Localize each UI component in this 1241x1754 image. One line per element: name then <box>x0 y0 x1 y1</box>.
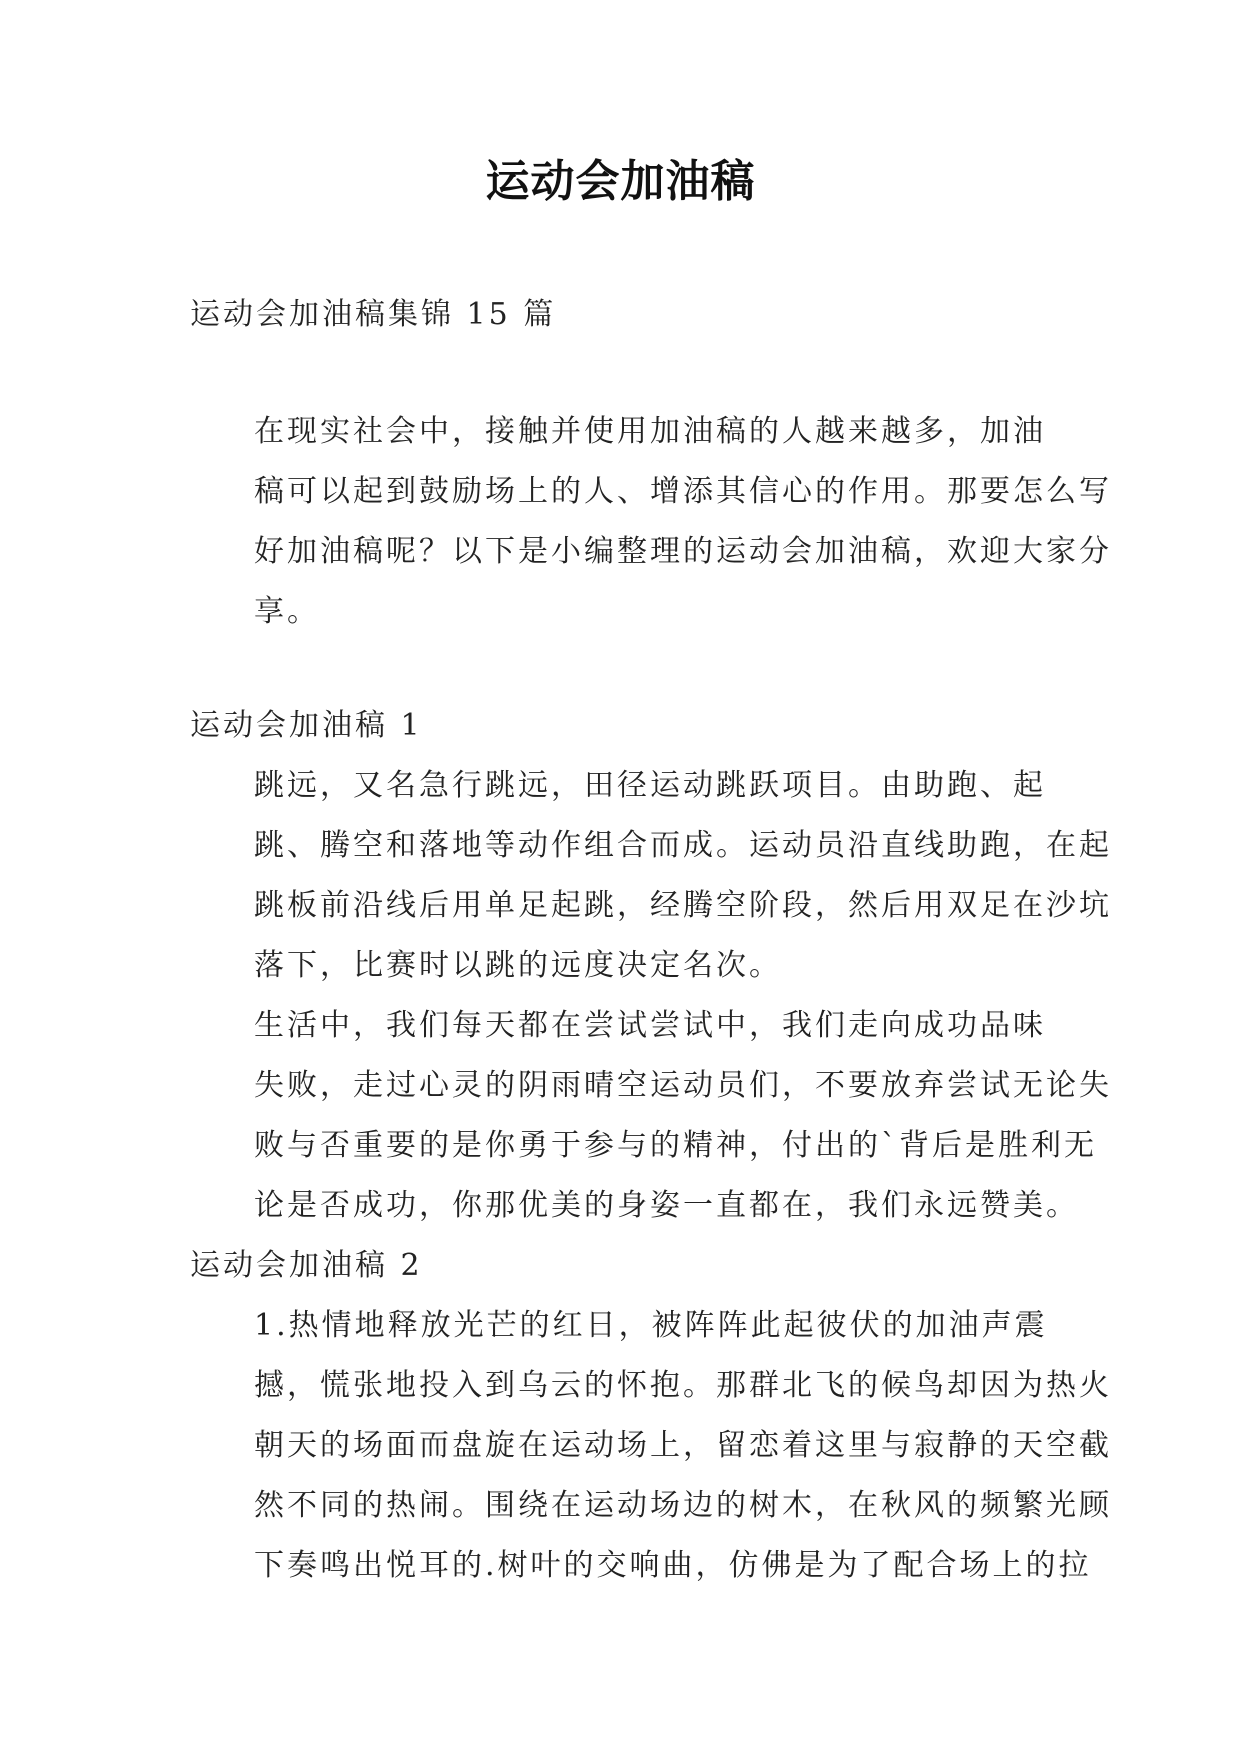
paragraph-line: 跳远，又名急行跳远，田径运动跳跃项目。由助跑、起 <box>254 768 1046 803</box>
document-title: 运动会加油稿 <box>485 156 756 207</box>
paragraph-line: 失败，走过心灵的阴雨晴空运动员们，不要放弃尝试无论失 <box>254 1068 1112 1103</box>
section1-paragraph-2 <box>190 996 1112 1236</box>
section2-paragraph-1 <box>190 1296 1112 1596</box>
paragraph-line: 落下，比赛时以跳的远度决定名次。 <box>254 948 782 983</box>
paragraph-line: 生活中，我们每天都在尝试尝试中，我们走向成功品味 <box>254 1008 1046 1043</box>
paragraph-line: 朝天的场面而盘旋在运动场上，留恋着这里与寂静的天空截 <box>254 1428 1112 1463</box>
intro-line: 在现实社会中，接触并使用加油稿的人越来越多，加油 <box>254 414 1046 449</box>
section-heading-2: 运动会加油稿 2 <box>190 1248 423 1283</box>
intro-paragraph <box>190 402 1112 642</box>
section1-paragraph-1 <box>190 756 1112 996</box>
paragraph-line: 跳、腾空和落地等动作组合而成。运动员沿直线助跑，在起 <box>254 828 1112 863</box>
paragraph-line: 下奏鸣出悦耳的.树叶的交响曲，仿佛是为了配合场上的拉 <box>254 1548 1092 1583</box>
paragraph-line: 跳板前沿线后用单足起跳，经腾空阶段，然后用双足在沙坑 <box>254 888 1112 923</box>
section-heading-1: 运动会加油稿 1 <box>190 708 423 743</box>
paragraph-line: 败与否重要的是你勇于参与的精神，付出的`背后是胜利无 <box>254 1128 1097 1163</box>
paragraph-line: 1.热情地释放光芒的红日，被阵阵此起彼伏的加油声震 <box>254 1308 1048 1343</box>
intro-line: 享。 <box>254 594 320 629</box>
intro-line: 稿可以起到鼓励场上的人、增添其信心的作用。那要怎么写 <box>254 474 1112 509</box>
intro-line: 好加油稿呢？以下是小编整理的运动会加油稿，欢迎大家分 <box>254 534 1112 569</box>
document-subtitle: 运动会加油稿集锦 15 篇 <box>190 297 557 332</box>
paragraph-line: 论是否成功，你那优美的身姿一直都在，我们永远赞美。 <box>254 1188 1079 1223</box>
paragraph-line: 撼，慌张地投入到乌云的怀抱。那群北飞的候鸟却因为热火 <box>254 1368 1112 1403</box>
paragraph-line: 然不同的热闹。围绕在运动场边的树木，在秋风的频繁光顾 <box>254 1488 1112 1523</box>
